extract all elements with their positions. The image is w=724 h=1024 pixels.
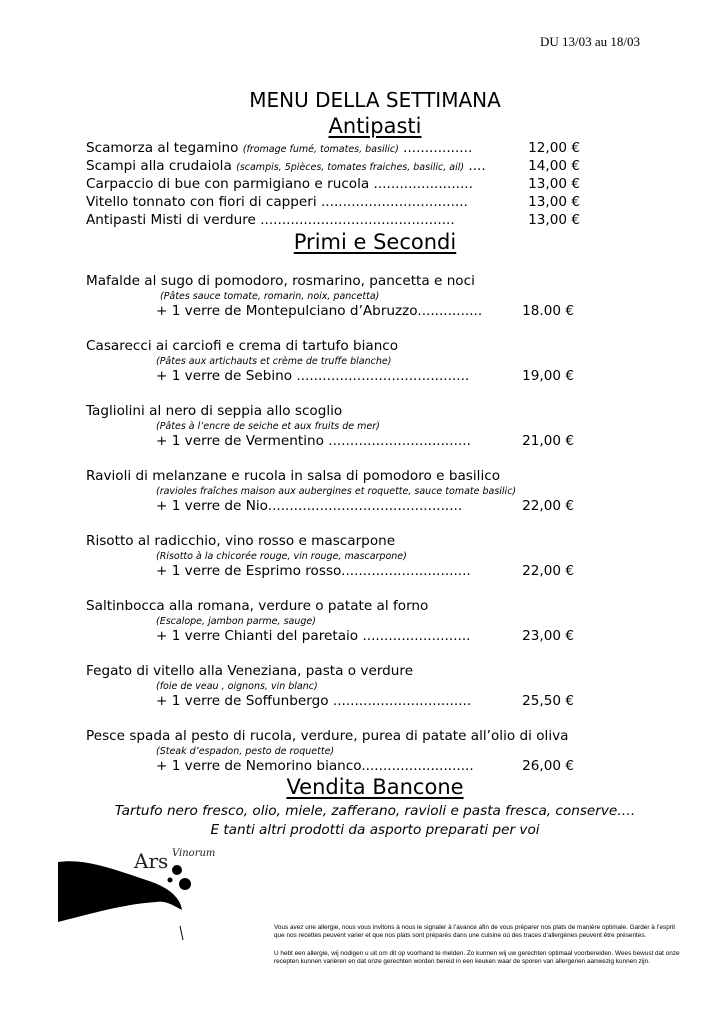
dish-price: 19,00 €: [522, 368, 574, 384]
dish-name: Saltinbocca alla romana, verdure o patate al forno: [86, 598, 429, 614]
antipasto-price: 13,00 €: [528, 176, 580, 192]
antipasto-price: 13,00 €: [528, 194, 580, 210]
dish-translation: (Pâtes sauce tomate, romarin, noix, pancetta): [160, 291, 380, 302]
wine-pairing: + 1 verre de Montepulciano d’Abruzzo...............: [156, 303, 483, 319]
antipasto-item: [86, 194, 468, 210]
antipasto-name: Carpaccio di bue con parmigiano e rucola: [86, 176, 370, 192]
antipasto-item: [86, 176, 473, 192]
dish-translation: (foie de veau , oignons, vin blanc): [156, 681, 318, 692]
primi-heading: Primi e Secondi: [293, 230, 457, 254]
antipasto-item: [86, 212, 455, 228]
antipasti-heading: Antipasti: [328, 114, 422, 138]
dish-name: Ravioli di melanzane e rucola in salsa di pomodoro e basilico: [86, 468, 501, 484]
bancone-heading: Vendita Bancone: [286, 775, 464, 799]
logo-text-main: Ars: [134, 849, 169, 873]
antipasto-note: (scampis, 5pièces, tomates fraiches, basilic, ail): [236, 162, 465, 173]
antipasto-dots: ..................................: [316, 194, 468, 210]
antipasto-name: Scampi alla crudaiola: [86, 158, 232, 174]
wine-pairing: + 1 verre de Vermentino .................................: [156, 433, 471, 449]
dish-price: 25,50 €: [522, 693, 574, 709]
dish-name: Casarecci ai carciofi e crema di tartufo bianco: [86, 338, 399, 354]
wine-pairing: + 1 verre de Nemorino bianco..........................: [156, 758, 474, 774]
bancone-line-2: E tanti altri prodotti da asporto preparati per voi: [210, 822, 540, 838]
menu-title: MENU DELLA SETTIMANA: [249, 88, 501, 112]
ars-vinorum-logo: [56, 840, 246, 945]
dish-translation: (Pâtes aux artichauts et crème de truffe blanche): [156, 356, 392, 367]
antipasto-price: 14,00 €: [528, 158, 580, 174]
wine-pairing: + 1 verre de Sebino ........................................: [156, 368, 470, 384]
antipasto-price: 12,00 €: [528, 140, 580, 156]
dish-translation: (Escalope, jambon parme, sauge): [156, 616, 316, 627]
dish-price: 22,00 €: [522, 498, 574, 514]
antipasto-name: Antipasti Misti di verdure: [86, 212, 256, 228]
antipasto-name: Vitello tonnato con fiori di capperi: [86, 194, 317, 210]
allergy-note-fr: Vous avez une allergie, nous vous invitons à nous le signaler à l’avance afin de vous préparer nos plats de manière optimale. Garder à l’esprit que nos recettes peuvent varier et que nos plats sont préparés dans une cuisine où des traces d’allergènes peuvent être présentes.: [274, 924, 676, 940]
dish-price: 23,00 €: [522, 628, 574, 644]
antipasto-dots: .............................................: [255, 212, 455, 228]
antipasto-dots: ....: [464, 158, 486, 174]
dish-translation: (Risotto à la chicorée rouge, vin rouge, mascarpone): [156, 551, 407, 562]
antipasto-name: Scamorza al tegamino: [86, 140, 239, 156]
logo-text-sup: Vinorum: [172, 848, 216, 859]
wine-pairing: + 1 verre de Esprimo rosso..............................: [156, 563, 471, 579]
dish-price: 22,00 €: [522, 563, 574, 579]
antipasto-item: [86, 140, 472, 156]
date-range: DU 13/03 au 18/03: [539, 34, 640, 49]
antipasto-item: [86, 158, 486, 174]
dish-price: 18.00 €: [522, 303, 574, 319]
dish-translation: (Steak d’espadon, pesto de roquette): [156, 746, 335, 757]
dish-price: 26,00 €: [522, 758, 574, 774]
antipasto-price: 13,00 €: [528, 212, 580, 228]
dish-name: Risotto al radicchio, vino rosso e mascarpone: [86, 533, 396, 549]
allergy-note-nl: U hebt een allergie, wij nodigen u uit om dit op voorhand te melden. Zo kunnen wij uw gerechten optimaal voorbereiden. Wees bewust dat onze recepten kunnen variëren en dat onze gerechten worden bereid in een keuken waar de sporen van allergenen aanwezig kunnen zijn.: [274, 950, 680, 966]
dish-name: Tagliolini al nero di seppia allo scoglio: [86, 403, 343, 419]
antipasto-dots: ................: [398, 140, 473, 156]
dish-name: Mafalde al sugo di pomodoro, rosmarino, pancetta e noci: [86, 273, 475, 289]
wine-pairing: + 1 verre de Soffunbergo ................................: [156, 693, 472, 709]
dish-translation: (ravioles fraîches maison aux aubergines et roquette, sauce tomate basilic): [156, 486, 517, 497]
dish-price: 21,00 €: [522, 433, 574, 449]
dish-name: Fegato di vitello alla Veneziana, pasta o verdure: [86, 663, 414, 679]
antipasto-dots: .......................: [369, 176, 473, 192]
antipasto-note: (fromage fumé, tomates, basilic): [242, 144, 399, 155]
dish-name: Pesce spada al pesto di rucola, verdure, purea di patate all’olio di oliva: [86, 728, 569, 744]
dish-translation: (Pâtes à l’encre de seiche et aux fruits de mer): [156, 421, 380, 432]
wine-pairing: + 1 verre Chianti del paretaio .........................: [156, 628, 471, 644]
bancone-line-1: Tartufo nero fresco, olio, miele, zafferano, ravioli e pasta fresca, conserve….: [114, 803, 636, 819]
wine-pairing: + 1 verre de Nio.............................................: [156, 498, 463, 514]
